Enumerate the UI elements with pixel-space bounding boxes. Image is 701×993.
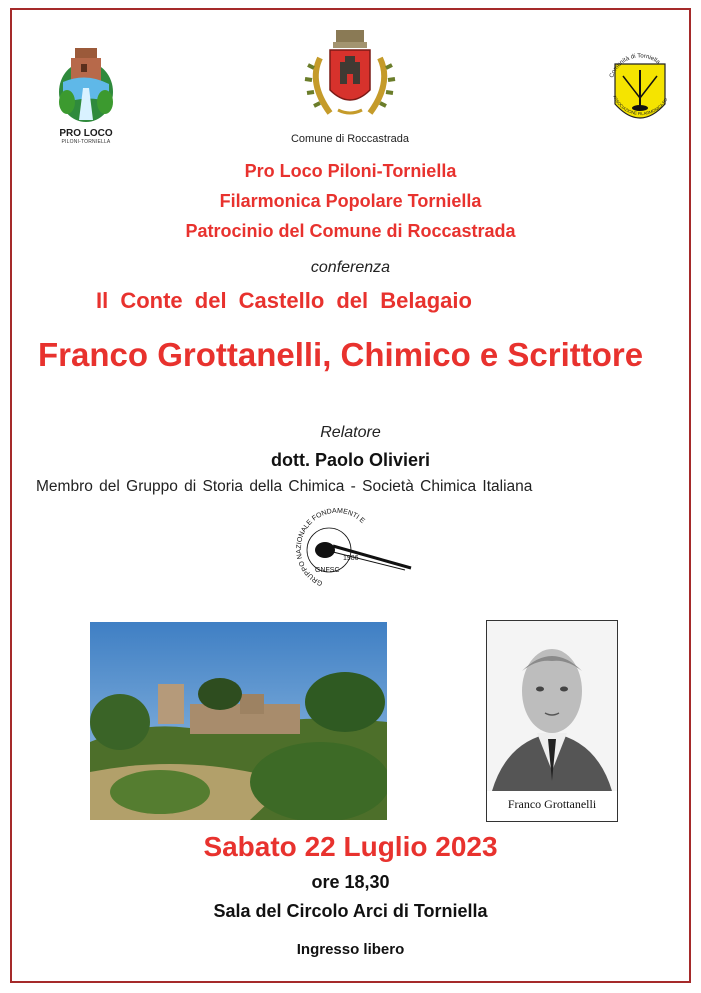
speaker-name: dott. Paolo Olivieri [270,450,431,470]
speaker-role: Membro del Gruppo di Storia della Chimica - Società Chimica Italiana [36,478,533,495]
organizer-line-1: Pro Loco Piloni-Torniella [244,161,457,181]
gnfsc-emblem-icon [285,508,415,588]
proloco-subtitle: PILONI-TORNIELLA [61,139,111,145]
organizer-line-3: Patrocinio del Comune di Roccastrada [185,221,516,241]
speaker-label: Relatore [320,424,381,441]
comune-caption: Comune di Roccastrada [290,133,409,145]
event-date: Sabato 22 Luglio 2023 [203,831,498,862]
gnfsc-logo [285,508,415,588]
comune-coat-of-arms [300,28,400,123]
proloco-logo [55,42,117,146]
proloco-emblem-icon [55,42,117,128]
event-title-line-1: Il Conte del Castello del Belagaio [96,288,472,313]
proloco-title: PRO LOCO [59,128,113,139]
event-venue: Sala del Circolo Arci di Torniella [213,901,488,921]
event-type-label: conferenza [310,259,391,276]
filarmonica-bottom-text: ASSOCIAZIONE FILARMONICA PO [612,94,669,117]
portrait-frame [486,620,618,822]
castle-photo [90,622,387,820]
event-title-line-2: Franco Grottanelli, Chimico e Scrittore [38,336,644,373]
gnfsc-ring-text: GRUPPO NAZIONALE FONDAMENTI E [295,508,366,587]
filarmonica-top-text: Comunità di Torniella [609,53,661,79]
castle-landscape-image [90,622,387,820]
gnfsc-acronym: GNFSC [315,567,340,574]
coat-of-arms-icon [300,28,400,123]
portrait-image [487,621,617,791]
event-entry: Ingresso libero [296,941,405,958]
event-time: ore 18,30 [311,872,390,892]
portrait-caption: Franco Grottanelli [507,797,597,811]
filarmonica-logo [605,50,675,135]
gnfsc-year: 1986 [343,555,359,562]
filarmonica-emblem-icon [605,50,675,135]
organizer-line-2: Filarmonica Popolare Torniella [219,191,482,211]
